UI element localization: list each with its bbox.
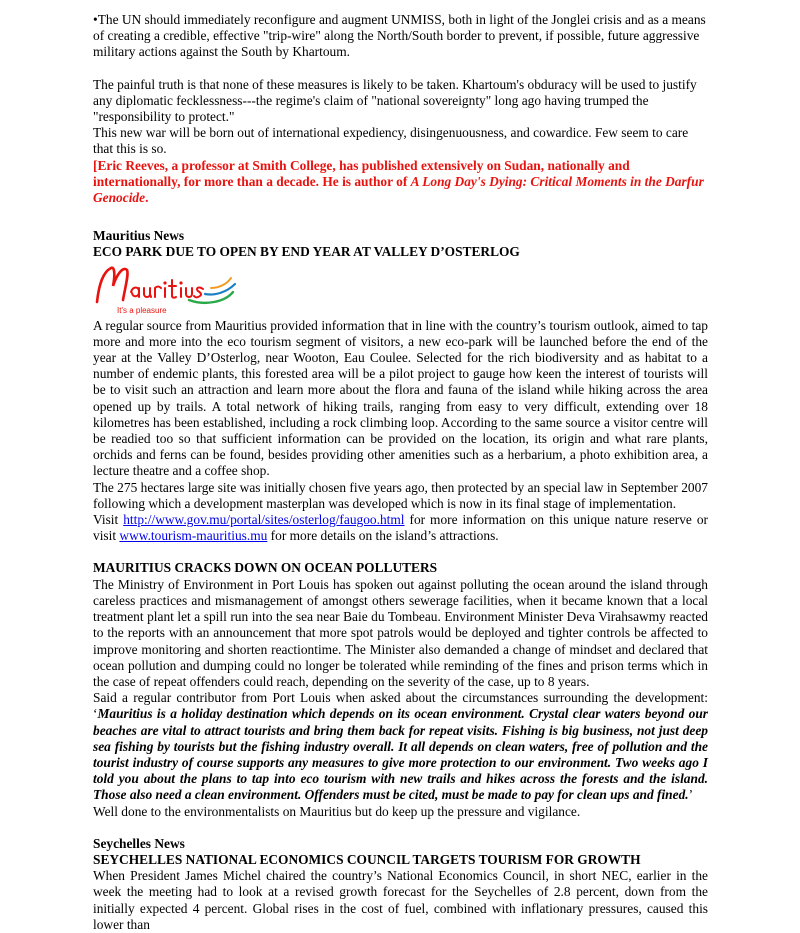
polluters-paragraph-1: The Ministry of Environment in Port Louis has spoken out against polluting the ocean around the island through careless practices and mismanagement of amongst others sewerage facilities, when it became known that a local treatment plant let a spill run into the sea near Baie du Tombeau. Environment Minister Deva Virahsawmy reacted to the reports with an announcement that more spot patrols would be deployed and tighter controls be affected to improve monitoring and shorten reactiontime. The Minister also demanded a change of mindset and declared that ocean pollution and dumping could no longer be tolerated while reminding of the fines and prison terms which in the case of repeat offenders could reach, depending on the severity of the case, up to 8 years.	[93, 576, 708, 689]
un-bullet: •The UN should immediately reconfigure and augment UNMISS, both in light of the Jonglei crisis and as a means of creating a credible, effective "trip-wire" along the North/South border to prevent, if possible, future aggressive military actions against the South by Khartoum.	[93, 12, 706, 60]
visit-text: Visit	[93, 512, 124, 528]
visit-text-3: for more details on the island’s attractions.	[267, 528, 499, 544]
contributor-quote: Mauritius is a holiday destination which depends on its ocean environment. Crystal clear waters beyond our beaches are vital to attract tourists and bring them back for repeat visits. Fishing is big business, not just deep sea fishing by tourists but the fishing industry overall. It all depends on clean waters, free of pollution and the tourist industry of course supports any measures to give more protection to our environment. Two weeks ago I told you about the plans to tap into eco tourism with new trails and hikes across the forests and the island. Those also need a clean environment. Offenders must be cited, must be made to pay for clean ups and fined.	[93, 706, 708, 803]
author-bio-text: [Eric Reeves, a professor at Smith College, has published extensively on Sudan, nationally and internationally, for more than a decade. He is author of	[93, 157, 630, 189]
section-title-mauritius: Mauritius News	[93, 228, 185, 244]
eco-park-paragraph-2: The 275 hectares large site was initially chosen five years ago, then protected by an special law in September 2007 following which a development masterplan was developed which is now in its final stage of implementation.	[93, 479, 708, 511]
polluters-paragraph-2	[93, 690, 708, 803]
headline-eco-park: ECO PARK DUE TO OPEN BY END YEAR AT VALLEY D’OSTERLOG	[93, 244, 520, 260]
document-page	[93, 12, 708, 933]
author-bio	[93, 158, 708, 207]
eco-park-paragraph-1: A regular source from Mauritius provided information that in line with the country’s tourism outlook, aimed to tap more and more into the eco tourism segment of visitors, a new eco-park will be launched before the end of the year at the Valley D’Osterlog, near Wooton, Eau Coulee. Selected for the rich biodiversity and as habitat to a number of endemic plants, this forested area will be a pilot project to gauge how keen the interest of tourists will be to visit such an attraction and learn more about the flora and fauna of the island while hiking across the area opened up by trails. A total network of hiking trails, ranging from easy to very difficult, extending over 18 kilometres has been established, including a rock climbing loop. According to the same source a visitor centre will be readied too so that sufficient information can be provided on the location, its origin and what rare plants, orchids and ferns can be found, besides providing other amenities such as a herbarium, a photo exhibition area, a lecture theatre and a coffee shop.	[93, 317, 708, 479]
mauritius-logo	[93, 262, 243, 318]
un-paragraph-2: This new war will be born out of international expediency, disingenuousness, and cowardice. Few seem to care that this is so.	[93, 125, 689, 157]
headline-nec-tourism: SEYCHELLES NATIONAL ECONOMICS COUNCIL TARGETS TOURISM FOR GROWTH	[93, 851, 641, 867]
eco-park-visit-paragraph	[93, 512, 708, 544]
un-paragraph-1: The painful truth is that none of these measures is likely to be taken. Khartoum's obduracy will be used to justify any diplomatic fecklessness---the regime's claim of "national sovereignty" long ago having trumped the "responsibility to protect."	[93, 76, 697, 125]
quote-close: ’	[688, 787, 694, 803]
visit-text-2: for more information on this unique nature reserve or visit	[93, 512, 708, 544]
author-bio-end: .	[145, 190, 149, 206]
headline-ocean-polluters: MAURITIUS CRACKS DOWN ON OCEAN POLLUTERS	[93, 560, 438, 576]
polluters-paragraph-3: Well done to the environmentalists on Mauritius but do keep up the pressure and vigilance.	[93, 803, 581, 819]
book-title: A Long Day's Dying: Critical Moments in the Darfur Genocide	[93, 173, 704, 206]
seychelles-paragraph-1: When President James Michel chaired the country’s National Economics Council, in short NEC, earlier in the week the meeting had to look at a revised growth forecast for the Seychelles of 2.8 percent, down from the initially expected 4 percent. Global rises in the cost of fuel, combined with inflationary pressures, caused this lower than	[93, 868, 708, 932]
section-title-seychelles: Seychelles News	[93, 835, 185, 851]
osterlog-link[interactable]: http://www.gov.mu/portal/sites/osterlog/faugoo.html	[123, 512, 405, 528]
mauritius-logo-icon	[93, 262, 243, 308]
logo-tagline: It's a pleasure	[117, 305, 167, 315]
polluters-intro: Said a regular contributor from Port Louis when asked about the circumstances surrounding the development: ‘	[93, 690, 708, 722]
tourism-mauritius-link[interactable]: www.tourism-mauritius.mu	[119, 528, 268, 544]
